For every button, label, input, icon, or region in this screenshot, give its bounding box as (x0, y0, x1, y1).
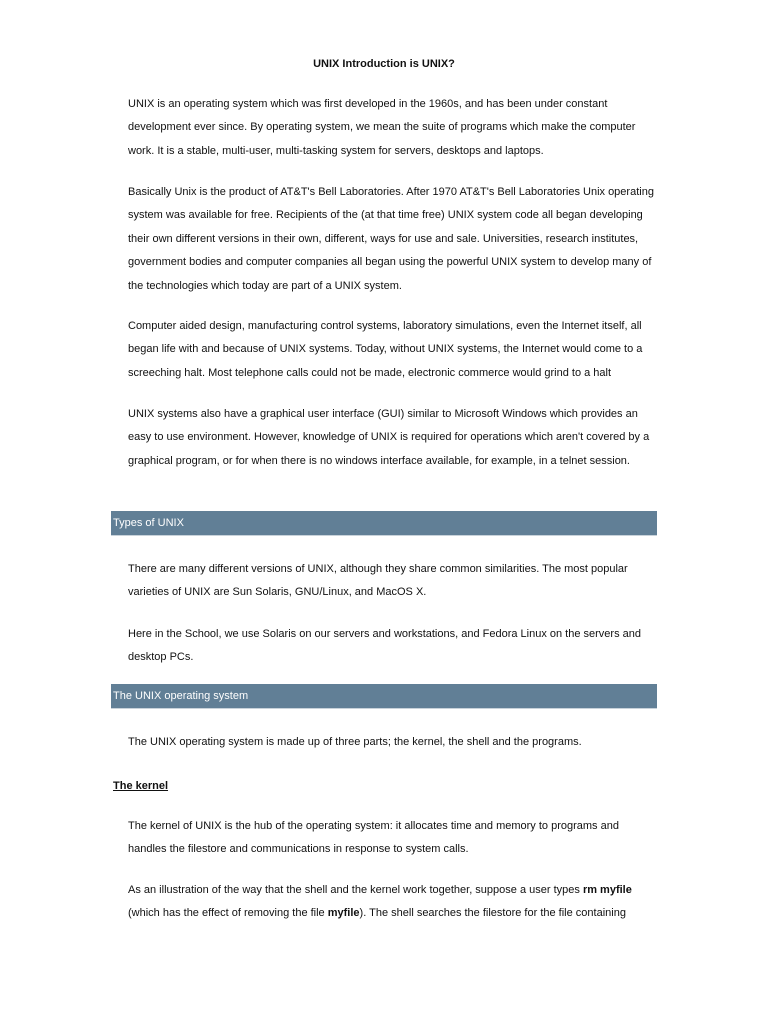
kernel-text-a: As an illustration of the way that the shell and the kernel work together, suppose a user types (128, 884, 583, 896)
intro-paragraph-1: UNIX is an operating system which was first developed in the 1960s, and has been under constant development ever since. By operating system, we mean the suite of programs which make the computer work. It is a stable, multi-user, multi-tasking system for servers, desktops and laptops. (128, 98, 636, 157)
types-paragraph-2: Here in the School, we use Solaris on our servers and workstations, and Fedora Linux on the servers and desktop PCs. (128, 628, 641, 664)
filename-myfile: myfile (327, 907, 360, 920)
kernel-text-b: (which has the effect of removing the file (128, 907, 328, 920)
intro-paragraph-4: UNIX systems also have a graphical user interface (GUI) similar to Microsoft Windows which provides an easy to use environment. However, knowledge of UNIX is required for operations which aren't covered by a graphical program, or for when there is no windows interface available, for example, in a telnet session. (128, 408, 650, 467)
title-part-2: is UNIX? (409, 58, 455, 70)
section-heading-os: The UNIX operating system (111, 684, 657, 709)
kernel-heading: The kernel (113, 780, 169, 792)
os-paragraph-1: The UNIX operating system is made up of three parts; the kernel, the shell and the programs. (128, 736, 582, 748)
section-heading-types: Types of UNIX (111, 511, 657, 536)
title-part-1: UNIX Introduction (313, 58, 407, 70)
kernel-paragraph-1: The kernel of UNIX is the hub of the operating system: it allocates time and memory to programs and handles the filestore and communications in response to system calls. (128, 820, 619, 856)
intro-paragraph-2: Basically Unix is the product of AT&T's Bell Laboratories. After 1970 AT&T's Bell Laboratories Unix operating system was available for free. Recipients of the (at that time free) UNIX system code all began developing their own different versions in their own, different, ways for use and sale. Universities, research institutes, government bodies and computer companies all began using the powerful UNIX system to develop many of the technologies which today are part of a UNIX system. (128, 186, 654, 292)
page-title (0, 57, 768, 71)
command-rm-myfile: rm myfile (582, 884, 632, 896)
intro-paragraph-3: Computer aided design, manufacturing control systems, laboratory simulations, even the Internet itself, all began life with and because of UNIX systems. Today, without UNIX systems, the Internet would come to a screeching halt. Most telephone calls could not be made, electronic commerce would grind to a halt (128, 320, 643, 379)
kernel-paragraph-2 (128, 879, 658, 926)
types-paragraph-1: There are many different versions of UNIX, although they share common similarities. The most popular varieties of UNIX are Sun Solaris, GNU/Linux, and MacOS X. (128, 563, 628, 599)
kernel-text-c: ). The shell searches the filestore for the file containing (359, 907, 626, 920)
